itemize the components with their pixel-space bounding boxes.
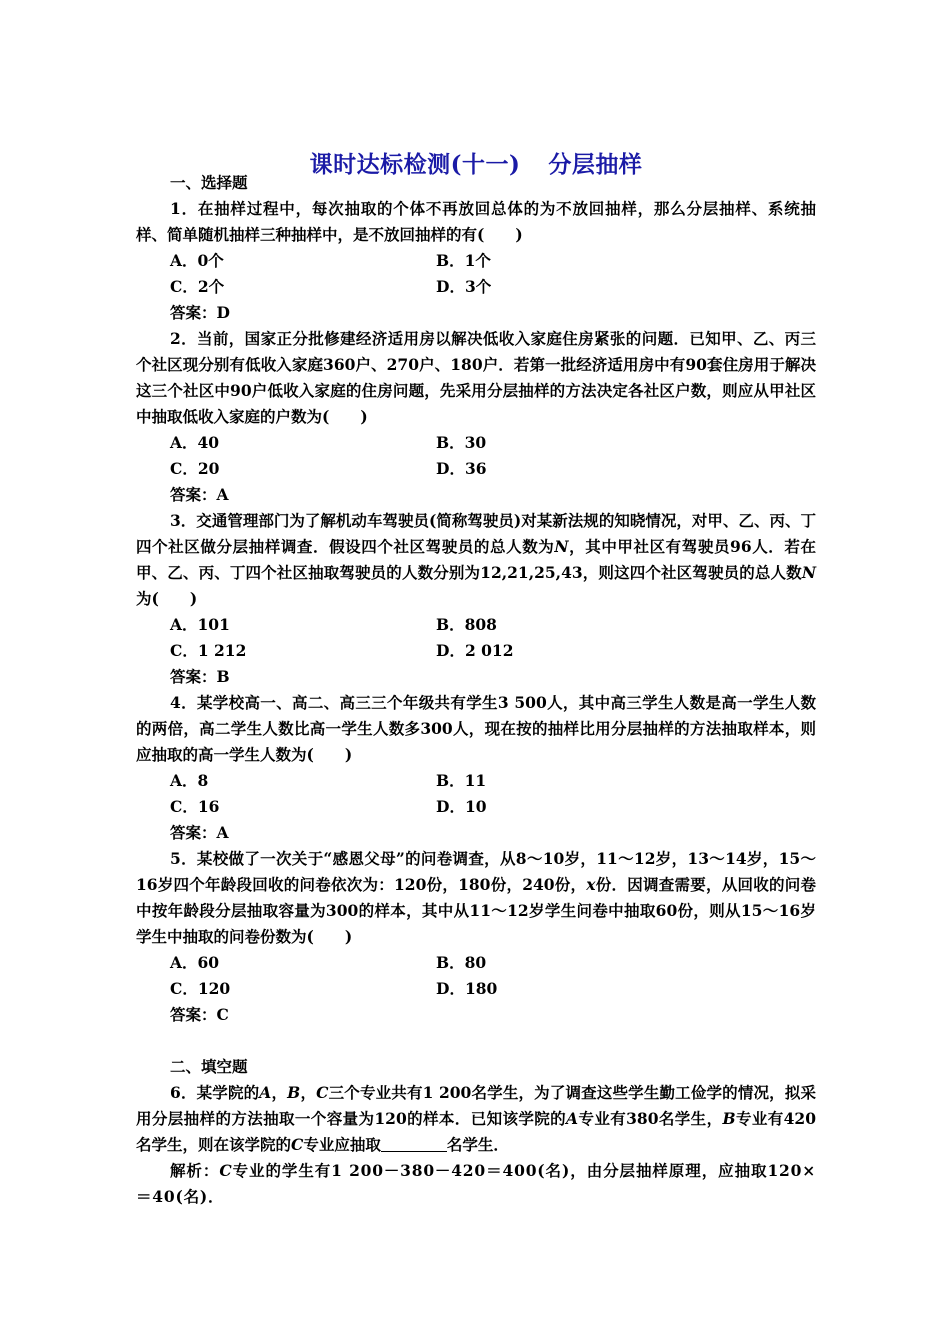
option-b: B．808 (436, 615, 497, 634)
section-heading-fill: 二、填空题 (170, 1057, 248, 1076)
answer-5: 答案：C (170, 1005, 229, 1024)
question-5-options-row2 (136, 976, 816, 1002)
option-d: D．3个 (436, 277, 492, 296)
analysis-text: 专业的学生有1 200－380－420＝400(名)，由分层抽样原理，应抽取120×＝40(名)． (136, 1161, 816, 1206)
option-c: C．120 (170, 979, 231, 998)
question-3-text-2: ，其中甲社区有驾驶员96人．若在甲、乙、丙、丁四个社区抽取驾驶员的人数分别为12,21,25,43，则这四个社区驾驶员的总人数 (136, 537, 816, 582)
answer-1: 答案：D (170, 303, 230, 322)
question-3-text-3: 为( ) (136, 589, 198, 608)
analysis-label: 解析： (170, 1161, 220, 1180)
option-c: C．20 (170, 459, 220, 478)
question-2-options-row2 (136, 456, 816, 482)
question-5-text-2: 份．因调查需要，从回收的问卷中按年龄段分层抽取容量为300的样本，其中从11～12岁学生问卷中抽取60份，则从15～16岁学生中抽取的问卷份数为( ) (136, 875, 816, 946)
option-a: A．0个 (170, 251, 224, 270)
title-main: 课时达标检测(十一) (309, 151, 521, 178)
option-a: A．60 (170, 953, 220, 972)
q6-text: 专业有420名学生，则在该学院的 (136, 1109, 817, 1154)
question-3 (136, 508, 816, 612)
option-b: B．30 (436, 433, 487, 452)
answer-2: 答案：A (170, 485, 229, 504)
option-d: D．2 012 (436, 641, 514, 660)
option-a: A．8 (170, 771, 209, 790)
q6-text: 名学生． (446, 1135, 509, 1154)
answer-4: 答案：A (170, 823, 229, 842)
variable-n: N (801, 563, 816, 582)
variable-n: N (554, 537, 569, 556)
question-3-text-1: 3．交通管理部门为了解机动车驾驶员(简称驾驶员)对某新法规的知晓情况，对甲、乙、丙、丁四个社区做分层抽样调查．假设四个社区驾驶员的总人数为 (136, 511, 816, 556)
option-d: D．180 (436, 979, 498, 998)
q6-text: 专业有380名学生， (578, 1109, 723, 1128)
option-d: D．36 (436, 459, 487, 478)
variable-c: C (316, 1083, 329, 1102)
variable-b: B (287, 1083, 301, 1102)
question-3-options-row2 (136, 638, 816, 664)
option-b: B．1个 (436, 251, 491, 270)
question-2-options-row1 (136, 430, 816, 456)
question-5-options-row1 (136, 950, 816, 976)
question-4: 4．某学校高一、高二、高三三个年级共有学生3 500人，其中高三学生人数是高一学生人数的两倍，高二学生人数比高一学生人数多300人，现在按的抽样比用分层抽样的方法抽取样本，则应抽取的高一学生人数为( ) (136, 693, 816, 764)
variable-b: B (722, 1109, 736, 1128)
option-c: C．2个 (170, 277, 225, 296)
option-c: C．16 (170, 797, 220, 816)
variable-a: A (566, 1109, 579, 1128)
q6-text: 三个专业共有1 200名学生，为了调查这些学生勤工俭学的情况，拟采用分层抽样的方法抽取一个容量为120的样本．已知该学院的 (136, 1083, 816, 1128)
question-5-text-1: 5．某校做了一次关于“感恩父母”的问卷调查，从8～10岁，11～12岁，13～14岁，15～16岁四个年龄段回收的问卷依次为：120份，180份，240份， (136, 849, 816, 894)
analysis-6 (136, 1158, 816, 1210)
question-4-options-row1 (136, 768, 816, 794)
title-sub: 分层抽样 (548, 151, 643, 178)
answer-3: 答案：B (170, 667, 230, 686)
q6-sep: ， (271, 1083, 288, 1102)
question-6 (136, 1080, 816, 1158)
option-c: C．1 212 (170, 641, 247, 660)
option-b: B．80 (436, 953, 487, 972)
question-1: 1．在抽样过程中，每次抽取的个体不再放回总体的为不放回抽样，那么分层抽样、系统抽样、简单随机抽样三种抽样中，是不放回抽样的有( ) (136, 199, 816, 244)
question-1-options-row2 (136, 274, 816, 300)
section-spacer (136, 1028, 816, 1054)
question-3-options-row1 (136, 612, 816, 638)
option-b: B．11 (436, 771, 487, 790)
section-heading-choice: 一、选择题 (170, 173, 248, 192)
answer-blank (381, 1135, 447, 1152)
q6-text: 专业应抽取 (303, 1135, 381, 1154)
option-d: D．10 (436, 797, 487, 816)
q6-text: 6．某学院的 (170, 1083, 260, 1102)
question-4-options-row2 (136, 794, 816, 820)
variable-c: C (291, 1135, 304, 1154)
q6-sep: ， (300, 1083, 317, 1102)
variable-a: A (259, 1083, 272, 1102)
question-5 (136, 846, 816, 950)
question-2: 2．当前，国家正分批修建经济适用房以解决低收入家庭住房紧张的问题．已知甲、乙、丙三个社区现分别有低收入家庭360户、270户、180户．若第一批经济适用房中有90套住房用于解决这三个社区中90户低收入家庭的住房问题，先采用分层抽样的方法决定各社区户数，则应从甲社区中抽取低收入家庭的户数为( ) (136, 329, 816, 426)
variable-c: C (219, 1161, 233, 1180)
option-a: A．101 (170, 615, 230, 634)
variable-x: x (586, 875, 596, 894)
question-1-options-row1 (136, 248, 816, 274)
document-body (136, 170, 816, 1210)
option-a: A．40 (170, 433, 220, 452)
